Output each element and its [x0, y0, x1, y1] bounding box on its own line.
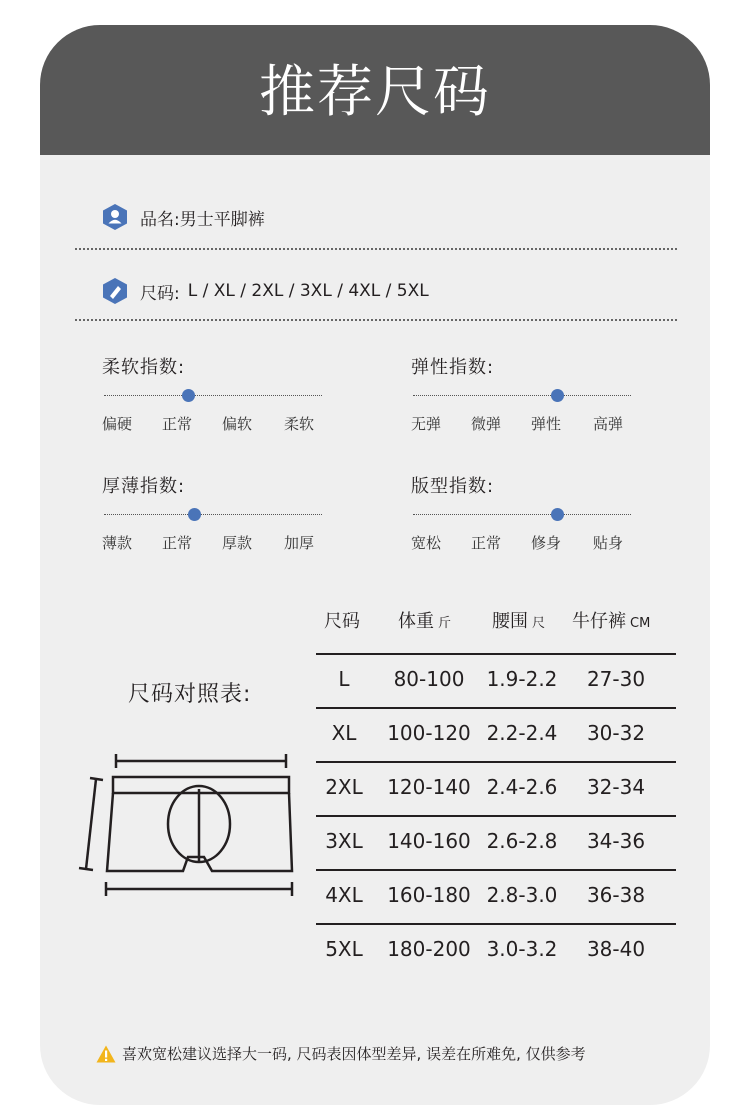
size-chart-label: 尺码对照表: [128, 682, 252, 707]
table-cell: 4XL [325, 883, 363, 907]
table-cell: 180-200 [387, 937, 471, 961]
table-cell: 32-34 [586, 775, 646, 799]
table-header: 牛仔裤 CM [572, 611, 651, 632]
index-track [413, 395, 631, 396]
table-cell: 2.2-2.4 [486, 721, 558, 745]
elasticity-index [411, 353, 651, 433]
index-title: 柔软指数: [102, 357, 186, 378]
size-list: L / XL / 2XL / 3XL / 4XL / 5XL [187, 281, 429, 301]
tag-icon [102, 277, 128, 305]
footnote [96, 1043, 586, 1064]
table-cell: 2.6-2.8 [486, 829, 558, 853]
product-row [102, 203, 265, 231]
index-option: 宽松 [411, 534, 442, 552]
index-marker [551, 508, 564, 521]
divider [75, 248, 677, 250]
index-option: 贴身 [593, 534, 624, 552]
table-cell: 1.9-2.2 [486, 667, 558, 691]
index-option: 正常 [162, 534, 193, 552]
table-cell: 38-40 [586, 937, 646, 961]
index-track [413, 514, 631, 515]
index-option: 加厚 [284, 534, 315, 552]
table-cell: 5XL [325, 937, 363, 961]
table-header: 腰围 尺 [492, 611, 546, 632]
index-option: 正常 [162, 415, 193, 433]
index-track [104, 514, 322, 515]
index-marker [182, 389, 195, 402]
table-row-divider [316, 869, 676, 871]
page-title: 推荐尺码 [259, 60, 491, 125]
size-label: 尺码: [140, 283, 180, 304]
table-cell: 27-30 [586, 667, 646, 691]
table-cell: 120-140 [387, 775, 471, 799]
table-cell: 34-36 [586, 829, 646, 853]
softness-index [102, 353, 342, 433]
index-title: 厚薄指数: [102, 476, 186, 497]
footnote-text: 喜欢宽松建议选择大一码, 尺码表因体型差异, 误差在所难免, 仅供参考 [122, 1045, 586, 1063]
boxer-brief-diagram [76, 749, 298, 899]
index-option: 微弹 [471, 415, 502, 433]
table-row-divider [316, 707, 676, 709]
table-row-divider [316, 761, 676, 763]
index-option: 弹性 [531, 415, 562, 433]
table-cell: 36-38 [586, 883, 646, 907]
table-cell: 160-180 [387, 883, 471, 907]
header-banner [40, 25, 710, 155]
product-name: 男士平脚裤 [179, 209, 265, 230]
warning-icon [96, 1045, 116, 1063]
table-cell: L [338, 667, 350, 691]
index-option: 柔软 [284, 415, 315, 433]
index-marker [188, 508, 201, 521]
fit-index [411, 472, 651, 552]
index-option: 厚款 [222, 534, 253, 552]
index-title: 弹性指数: [411, 357, 495, 378]
product-label: 品名: [140, 209, 180, 230]
table-row-divider [316, 815, 676, 817]
table-cell: 100-120 [387, 721, 471, 745]
table-cell: XL [331, 721, 357, 745]
index-track [104, 395, 322, 396]
index-option: 薄款 [102, 534, 133, 552]
index-option: 高弹 [593, 415, 624, 433]
table-row-divider [316, 923, 676, 925]
table-cell: 30-32 [586, 721, 646, 745]
index-option: 偏软 [222, 415, 253, 433]
table-header: 体重 斤 [398, 611, 452, 632]
table-row-divider [316, 653, 676, 655]
table-cell: 3.0-3.2 [486, 937, 558, 961]
table-cell: 2XL [325, 775, 363, 799]
table-cell: 3XL [325, 829, 363, 853]
table-cell: 2.8-3.0 [486, 883, 558, 907]
index-option: 无弹 [411, 415, 442, 433]
index-option: 修身 [531, 534, 562, 552]
table-cell: 80-100 [393, 667, 465, 691]
table-header: 尺码 [324, 611, 360, 632]
size-row [102, 277, 429, 305]
thickness-index [102, 472, 342, 552]
user-badge-icon [102, 203, 128, 231]
index-option: 偏硬 [102, 415, 133, 433]
table-cell: 140-160 [387, 829, 471, 853]
table-cell: 2.4-2.6 [486, 775, 558, 799]
divider [75, 319, 677, 321]
index-title: 版型指数: [411, 476, 495, 497]
size-card [40, 25, 710, 1105]
index-marker [551, 389, 564, 402]
index-option: 正常 [471, 534, 502, 552]
